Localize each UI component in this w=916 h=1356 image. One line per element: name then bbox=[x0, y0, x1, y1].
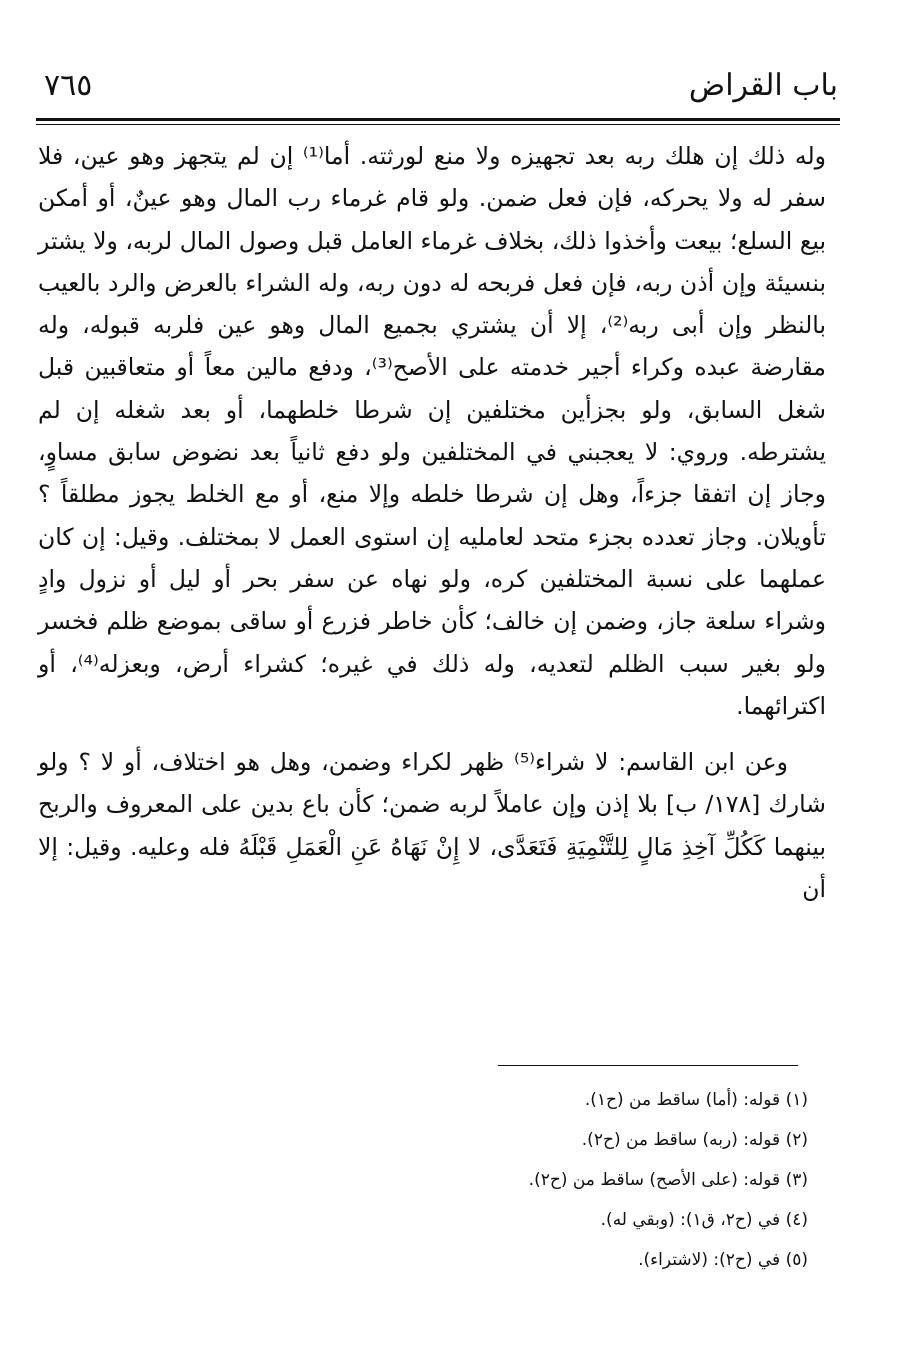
page-number: ٧٦٥ bbox=[44, 68, 93, 103]
footnote: (٤) في (ح٢، ق١): (وبقي له). bbox=[600, 1210, 808, 1230]
footnote: (٢) قوله: (ربه) ساقط من (ح٢). bbox=[581, 1130, 808, 1150]
paragraph: وله ذلك إن هلك ربه بعد تجهيزه ولا منع لورثته. أما⁽¹⁾ إن لم يتجهز وهو عين، فلا سفر له ولا يحركه، فإن فعل ضمن. ولو قام غرماء رب المال وهو عينٌ، أو أمكن بيع السلع؛ بيعت وأخذوا ذلك، بخلاف غرماء العامل قبل وصول المال لربه، ولا يشتر بنسيئة وإن أذن ربه، فإن فعل فربحه له دون ربه، وله الشراء بالعرض والرد بالعيب بالنظر وإن أبى ربه⁽²⁾، إلا أن يشتري بجميع المال وهو عين فلربه قبوله، وله مقارضة عبده وكراء أجير خدمته على الأصح⁽³⁾، ودفع مالين معاً أو متعاقبين قبل شغل السابق، ولو بجزأين مختلفين إن شرطا خلطهما، أو بعد شغله إن لم يشترطه. وروي: لا يعجبني في المختلفين ولو دفع ثانياً بعد نضوض سابق مساوٍ، وجاز إن اتفقا جزءاً، وهل إن شرطا خلطه وإلا منع، أو مع الخلط يجوز مطلقاً ؟ تأويلان. وجاز تعدده بجزء متحد لعامليه إن استوى العمل لا بمختلف. وقيل: إن كان عملهما على نسبة المختلفين كره، ولو نهاه عن سفر بحر أو ليل أو نزول وادٍ وشراء سلعة جاز، وضمن إن خالف؛ كأن خاطر فزرع أو ساقى بموضع ظلم فخسر ولو بغير سبب الظلم لتعديه، وله ذلك في غيره؛ كشراء أرض، وبعزله⁽⁴⁾، أو اكترائهما. bbox=[38, 142, 826, 720]
header-rule-thin bbox=[36, 124, 840, 125]
chapter-title: باب القراض bbox=[688, 68, 838, 103]
footnote-separator bbox=[498, 1065, 798, 1066]
footnote: (١) قوله: (أما) ساقط من (ح١). bbox=[584, 1090, 808, 1110]
running-header bbox=[38, 60, 838, 110]
footnotes bbox=[288, 1080, 808, 1280]
paragraph: وعن ابن القاسم: لا شراء⁽⁵⁾ ظهر لكراء وضمن، وهل هو اختلاف، أو لا ؟ ولو شارك [١٧٨/ ب] بلا إذن وإن عاملاً لربه ضمن؛ كأن باع بدين على المعروف والربح بينهما كَكُلِّ آخِذِ مَالٍ لِلتَّنْمِيَةِ فَتَعَدَّى، لا إِنْ نَهَاهُ عَنِ الْعَمَلِ قَبْلَهُ فله وعليه. وقيل: إلا أن bbox=[38, 748, 826, 904]
body-text bbox=[38, 135, 826, 910]
footnote: (٥) في (ح٢): (لاشتراء). bbox=[638, 1250, 808, 1270]
header-rule-thick bbox=[36, 118, 840, 121]
footnote: (٣) قوله: (على الأصح) ساقط من (ح٢). bbox=[528, 1170, 808, 1190]
